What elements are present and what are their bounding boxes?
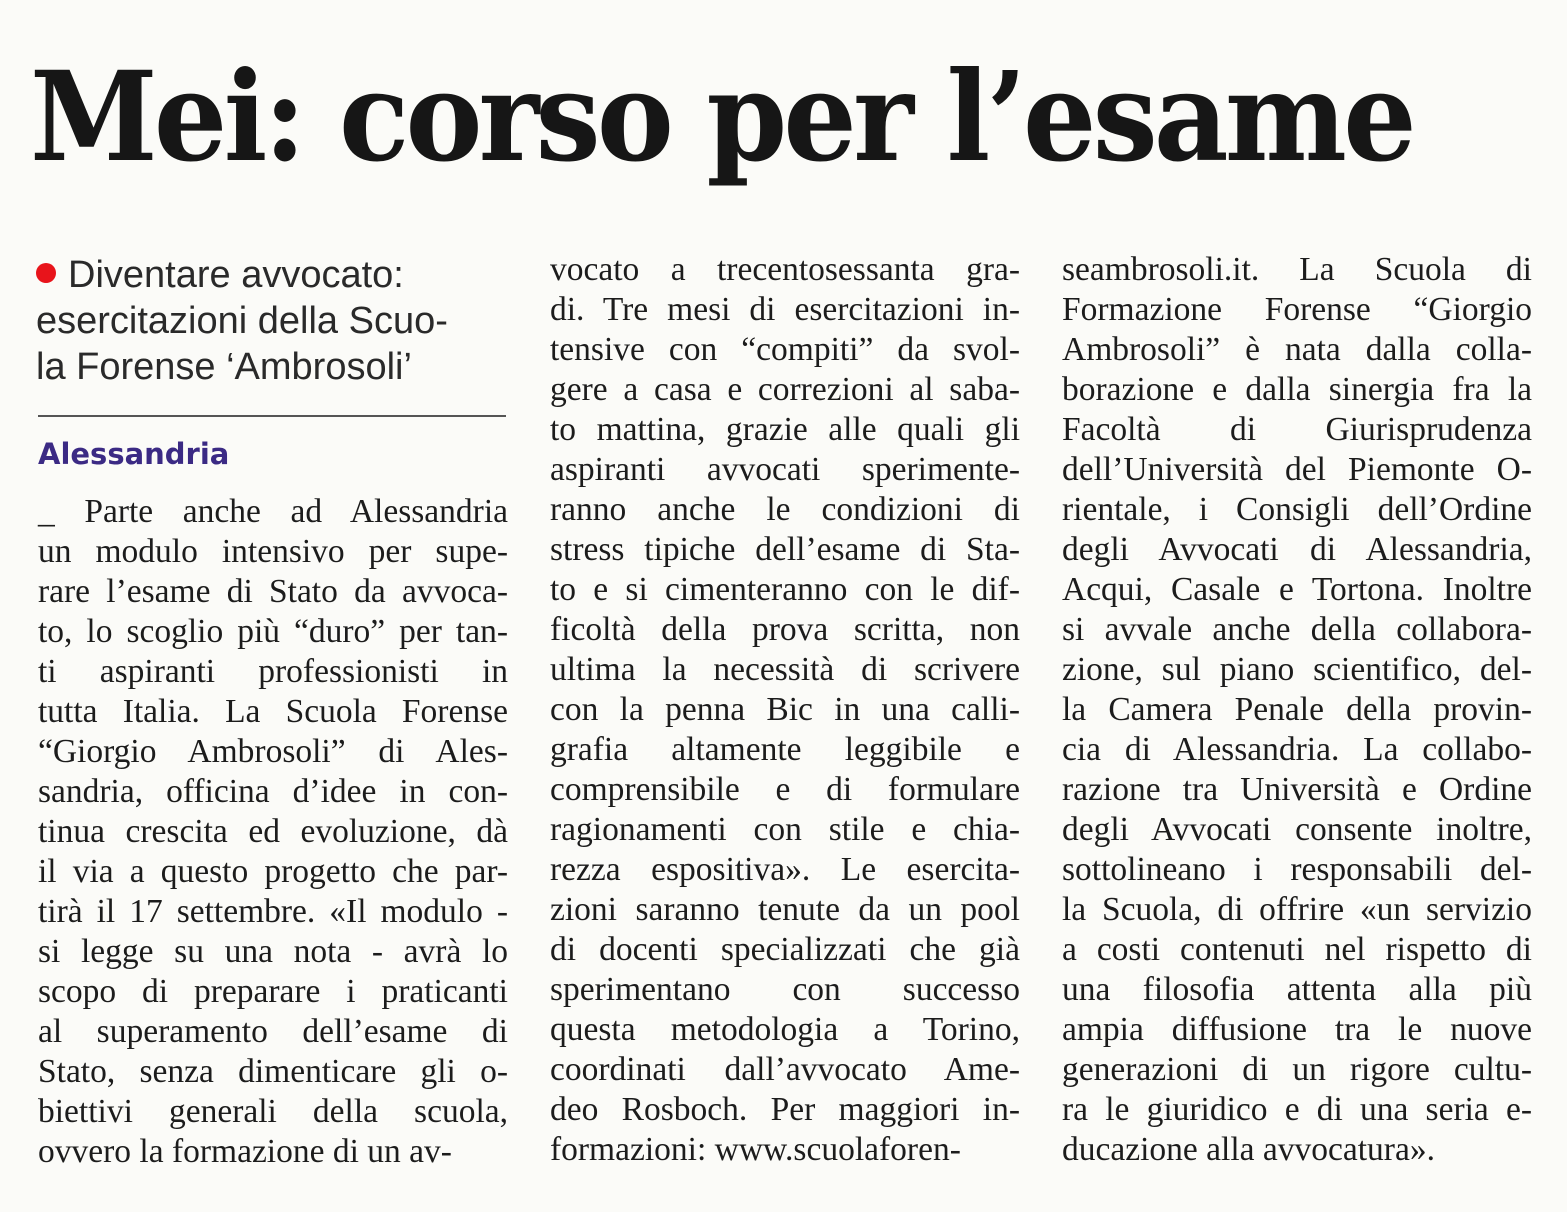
text-line: zioni saranno tenute da un pool (550, 891, 1020, 928)
text-line: ragionamenti con stile e chia- (550, 811, 1020, 848)
text-line: dell’Università del Piemonte O- (1062, 451, 1532, 488)
text-line: to, lo scoglio più “duro” per tan- (38, 613, 508, 650)
text-line: rientale, i Consigli dell’Ordine (1062, 491, 1532, 528)
text-line: aspiranti avvocati sperimente- (550, 451, 1020, 488)
text-line: degli Avvocati consente inoltre, (1062, 811, 1532, 848)
location-label: Alessandria (38, 437, 230, 471)
text-line: _ Parte anche ad Alessandria (38, 493, 508, 530)
text-line: comprensibile e di formulare (550, 771, 1020, 808)
text-line: to mattina, grazie alle quali gli (550, 411, 1020, 448)
article-column-3 (1062, 250, 1532, 1170)
headline: Mei: corso per l’esame (30, 45, 1413, 190)
text-line: ultima la necessità di scrivere (550, 651, 1020, 688)
text-line: vocato a trecentosessanta gra- (550, 251, 1020, 288)
text-line: con la penna Bic in una calli- (550, 691, 1020, 728)
text-line: ampia diffusione tra le nuove (1062, 1011, 1532, 1048)
text-line: tutta Italia. La Scuola Forense (38, 693, 508, 730)
text-line: il via a questo progetto che par- (38, 853, 508, 890)
text-line: stress tipiche dell’esame di Sta- (550, 531, 1020, 568)
text-line: questa metodologia a Torino, (550, 1011, 1020, 1048)
text-line: Stato, senza dimenticare gli o- (38, 1053, 508, 1090)
text-line: sperimentano con successo (550, 971, 1020, 1008)
text-line: Acqui, Casale e Tortona. Inoltre (1062, 571, 1532, 608)
text-line: un modulo intensivo per supe- (38, 533, 508, 570)
text-line: coordinati dall’avvocato Ame- (550, 1051, 1020, 1088)
text-line: ficoltà della prova scritta, non (550, 611, 1020, 648)
text-line: ra le giuridico e di una seria e- (1062, 1091, 1532, 1128)
text-line: a costi contenuti nel rispetto di (1062, 931, 1532, 968)
text-line: razione tra Università e Ordine (1062, 771, 1532, 808)
text-line: scopo di preparare i praticanti (38, 973, 508, 1010)
text-line: tensive con “compiti” da svol- (550, 331, 1020, 368)
text-line: si legge su una nota - avrà lo (38, 933, 508, 970)
text-line: gere a casa e correzioni al saba- (550, 371, 1020, 408)
text-line: tinua crescita ed evoluzione, dà (38, 813, 508, 850)
divider (38, 415, 506, 417)
text-line: una filosofia attenta alla più (1062, 971, 1532, 1008)
text-line: di. Tre mesi di esercitazioni in- (550, 291, 1020, 328)
text-line: degli Avvocati di Alessandria, (1062, 531, 1532, 568)
summary-line-1: Diventare avvocato: (68, 254, 404, 296)
text-line: Formazione Forense “Giorgio (1062, 291, 1532, 328)
text-line: la Scuola, di offrire «un servizio (1062, 891, 1532, 928)
text-line: borazione e dalla sinergia fra la (1062, 371, 1532, 408)
text-line: “Giorgio Ambrosoli” di Ales- (38, 733, 508, 770)
text-line: generazioni di un rigore cultu- (1062, 1051, 1532, 1088)
text-line: Ambrosoli” è nata dalla colla- (1062, 331, 1532, 368)
article-column-1 (38, 492, 508, 1172)
text-line: tirà il 17 settembre. «Il modulo - (38, 893, 508, 930)
text-line: rezza espositiva». Le esercita- (550, 851, 1020, 888)
text-line: ducazione alla avvocatura». (1062, 1131, 1435, 1168)
text-line: seambrosoli.it. La Scuola di (1062, 251, 1532, 288)
text-line: deo Rosboch. Per maggiori in- (550, 1091, 1020, 1128)
summary (36, 252, 508, 390)
red-bullet-icon (36, 263, 56, 283)
text-line: sottolineano i responsabili del- (1062, 851, 1532, 888)
text-line: biettivi generali della scuola, (38, 1093, 508, 1130)
text-line: formazioni: www.scuolaforen- (550, 1131, 961, 1168)
summary-line-2: esercitazioni della Scuo- (36, 300, 448, 342)
text-line: la Camera Penale della provin- (1062, 691, 1532, 728)
text-line: ti aspiranti professionisti in (38, 653, 508, 690)
text-line: di docenti specializzati che già (550, 931, 1020, 968)
text-line: ovvero la formazione di un av- (38, 1133, 452, 1170)
text-line: rare l’esame di Stato da avvoca- (38, 573, 508, 610)
text-line: grafia altamente leggibile e (550, 731, 1020, 768)
article-column-2 (550, 250, 1020, 1170)
text-line: al superamento dell’esame di (38, 1013, 508, 1050)
text-line: zione, sul piano scientifico, del- (1062, 651, 1532, 688)
summary-line-3: la Forense ‘Ambrosoli’ (36, 346, 412, 388)
text-line: si avvale anche della collabora- (1062, 611, 1532, 648)
text-line: to e si cimenteranno con le dif- (550, 571, 1020, 608)
text-line: cia di Alessandria. La collabo- (1062, 731, 1532, 768)
text-line: ranno anche le condizioni di (550, 491, 1020, 528)
text-line: sandria, officina d’idee in con- (38, 773, 508, 810)
text-line: Facoltà di Giurisprudenza (1062, 411, 1532, 448)
